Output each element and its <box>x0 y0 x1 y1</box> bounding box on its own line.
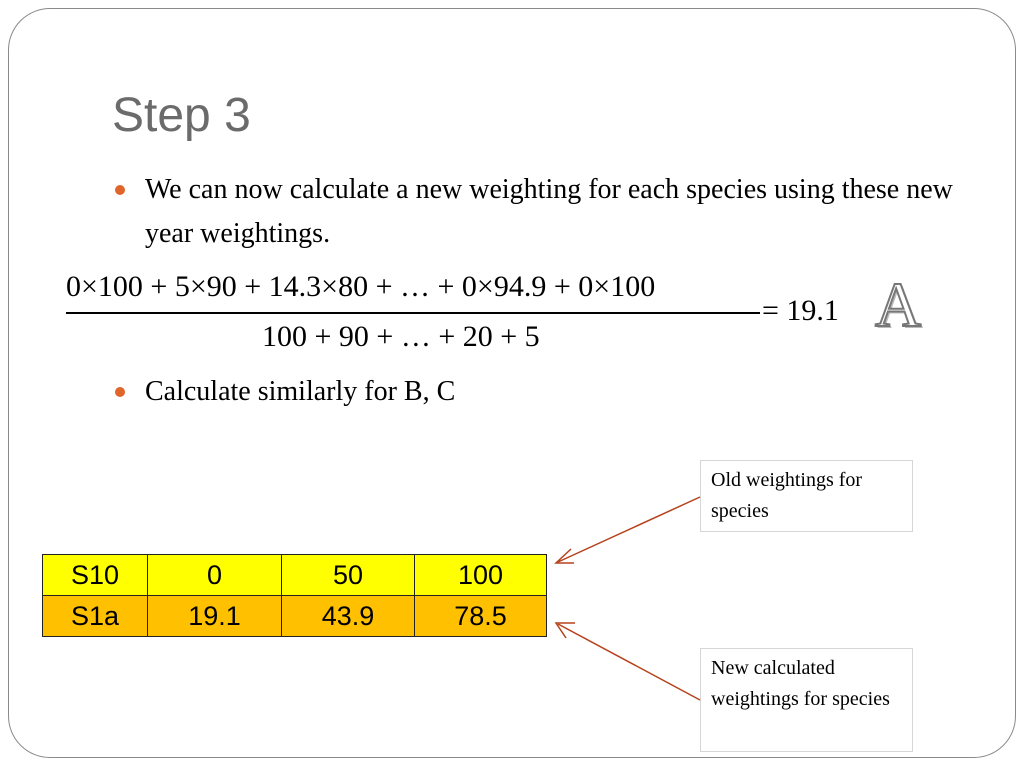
slide-title: Step 3 <box>112 89 251 142</box>
new-weightings-callout: New calculated weightings for species <box>700 648 913 752</box>
table-cell: 19.1 <box>148 596 282 637</box>
table-cell: 0 <box>148 555 282 596</box>
table-cell: 50 <box>282 555 415 596</box>
table-cell: S1a <box>43 596 148 637</box>
formula-numerator: 0×100 + 5×90 + 14.3×80 + … + 0×94.9 + 0×100 <box>66 270 656 303</box>
formula-result: = 19.1 <box>762 294 839 327</box>
new-weightings-arrow-icon <box>556 623 700 700</box>
old-weightings-arrow-icon <box>556 497 700 563</box>
species-letter: A <box>875 269 922 340</box>
table-cell: 43.9 <box>282 596 415 637</box>
bullet-text: We can now calculate a new weighting for each species using these new year weightings. <box>145 174 953 249</box>
old-weightings-callout: Old weightings for species <box>700 460 913 532</box>
bullet-text: Calculate similarly for B, C <box>145 376 456 407</box>
table-cell: 100 <box>415 555 547 596</box>
formula-denominator: 100 + 90 + … + 20 + 5 <box>262 320 540 353</box>
table-cell: S10 <box>43 555 148 596</box>
table-cell: 78.5 <box>415 596 547 637</box>
